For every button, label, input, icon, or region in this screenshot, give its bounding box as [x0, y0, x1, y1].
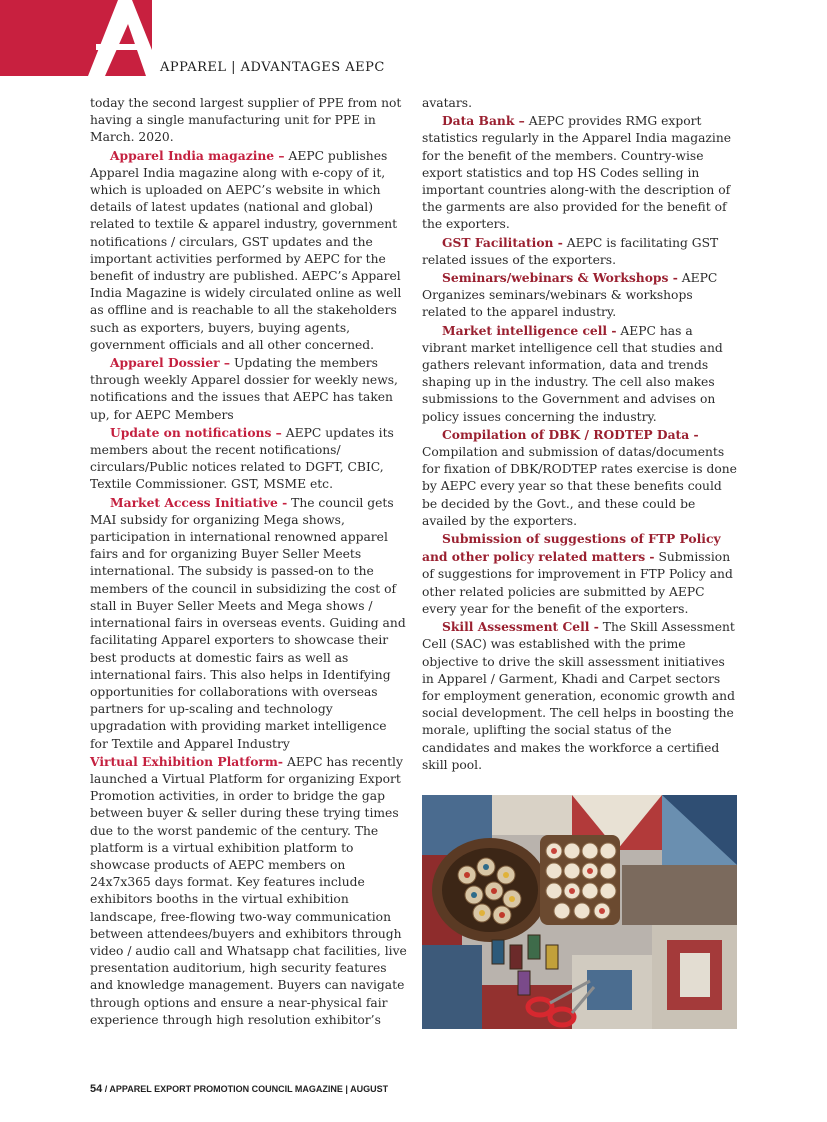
- section-label: Submission of suggestions of FTP Policy and other policy related matters -: [422, 531, 721, 565]
- section-body: AEPC is facilitating GST related issues of the exporters.: [422, 235, 719, 267]
- section-label: Update on notifications –: [110, 424, 282, 440]
- section-ftp-policy: [422, 530, 740, 618]
- section-label: Apparel Dossier –: [110, 355, 231, 371]
- section-market-access-initiative: [90, 494, 408, 753]
- section-logo: [0, 0, 152, 76]
- sewing-quilt-photo: [422, 795, 737, 1029]
- page-number: 54: [90, 1083, 103, 1095]
- section-body: AEPC Organizes seminars/webinars & workshops related to the apparel industry.: [422, 271, 718, 320]
- section-label: Market intelligence cell -: [442, 322, 617, 338]
- section-label: Seminars/webinars & Workshops -: [442, 270, 678, 286]
- publication-name: APPAREL EXPORT PROMOTION COUNCIL MAGAZINE | AUGUST: [109, 1084, 389, 1094]
- intro-text: today the second largest supplier of PPE from not having a single manufacturing unit for PPE in March. 2020.: [90, 96, 402, 145]
- section-label: Virtual Exhibition Platform-: [90, 753, 284, 769]
- section-seminars-webinars: [422, 269, 740, 322]
- section-body: AEPC has recently launched a Virtual Platform for organizing Export Promotion activities, in order to bridge the gap between buyer & seller during these trying times due to the worst pandemic of the century. The platform is a virtual exhibition platform to showcase products of AEPC members on 24x7x365 days format. Key features include exhibitors booths in the virtual exhibition landscape, free-flowing two-way communication between attendees/buyers and exhibitors through video / audio call and Whatsapp chat facilities, live presentation auditorium, high security features and knowledge management. Buyers can navigate through options and ensure a near-physical fair experience through high resolution exhibitor’s: [90, 754, 407, 1027]
- section-body: AEPC publishes Apparel India magazine along with e-copy of it, which is uploaded on AEPC’s website in which details of latest updates (national and global) related to textile & apparel industry, government notifications / circulars, GST updates and the important activities performed by AEPC for the benefit of industry are published. AEPC’s Apparel India Magazine is widely circulated online as well as offline and is reachable to all the stakeholders such as exporters, buyers, buying agents, government officials and all other concerned.: [90, 148, 402, 352]
- section-label: Compilation of DBK / RODTEP Data -: [442, 426, 699, 442]
- continuation-text: avatars.: [422, 96, 472, 110]
- section-dbk-rodtep: [422, 426, 740, 530]
- section-body: The council gets MAI subsidy for organizing Mega shows, participation in international renowned apparel fairs and for organizing Buyer Seller Meets international. The subsidy is passed-on to the members of the council in subsidizing the cost of stall in Buyer Seller Meets and Mega shows / international fairs in overseas events. Guiding and facilitating Apparel exporters to showcase their best products at domestic fairs as well as international fairs. This also helps in Identifying opportunities for collaborations with overseas partners for up-scaling and technology upgradation with providing market intelligence for Textile and Apparel Industry: [90, 495, 406, 751]
- section-label: Apparel India magazine –: [110, 147, 285, 163]
- section-apparel-india-magazine: [90, 147, 408, 354]
- section-update-notifications: [90, 424, 408, 494]
- section-body: AEPC has a vibrant market intelligence cell that studies and gathers relevant information, data and trends shaping up in the industry. The cell also makes submissions to the Government and advises on policy issues concerning the industry.: [422, 323, 723, 424]
- section-skill-assessment-cell: [422, 618, 740, 774]
- section-label: GST Facilitation -: [442, 234, 563, 250]
- left-column: [90, 95, 408, 1029]
- page-footer: [90, 1083, 388, 1095]
- section-virtual-exhibition-platform: [90, 753, 408, 1029]
- footer-separator: /: [102, 1084, 110, 1094]
- section-body: The Skill Assessment Cell (SAC) was established with the prime objective to drive the skill assessment initiatives in Apparel / Garment, Khadi and Carpet sectors for employment generation, economic growth and social development. The cell helps in boosting the morale, uplifting the social status of the candidates and makes the workforce a certified skill pool.: [422, 620, 735, 772]
- running-head: APPAREL | ADVANTAGES AEPC: [160, 60, 385, 75]
- section-label: Market Access Initiative -: [110, 494, 288, 510]
- section-market-intelligence-cell: [422, 322, 740, 426]
- section-gst-facilitation: [422, 234, 740, 269]
- section-label: Data Bank –: [442, 113, 525, 129]
- section-body: AEPC updates its members about the recent notifications/ circulars/Public notices related to DGFT, CBIC, Textile Commissioner. GST, MSME etc.: [90, 425, 394, 492]
- section-body: AEPC provides RMG export statistics regularly in the Apparel India magazine for the benefit of the members. Country-wise export statistics and top HS Codes selling in important countries along-with the description of the garments are also provided for the benefit of the exporters.: [422, 114, 732, 232]
- section-label: Skill Assessment Cell -: [442, 619, 599, 635]
- section-body: Updating the members through weekly Apparel dossier for weekly news, notifications and the issues that AEPC has taken up, for AEPC Members: [90, 356, 398, 422]
- section-body: Submission of suggestions for improvement in FTP Policy and other related policies are submitted by AEPC every year for the benefit of the exporters.: [422, 550, 733, 616]
- section-apparel-dossier: [90, 354, 408, 424]
- right-column: [422, 95, 740, 774]
- section-data-bank: [422, 112, 740, 233]
- section-body: Compilation and submission of datas/documents for fixation of DBK/RODTEP rates exercise is done by AEPC every year so that these benefits could be decided by the Govt., and these could be availed by the exporters.: [422, 445, 737, 528]
